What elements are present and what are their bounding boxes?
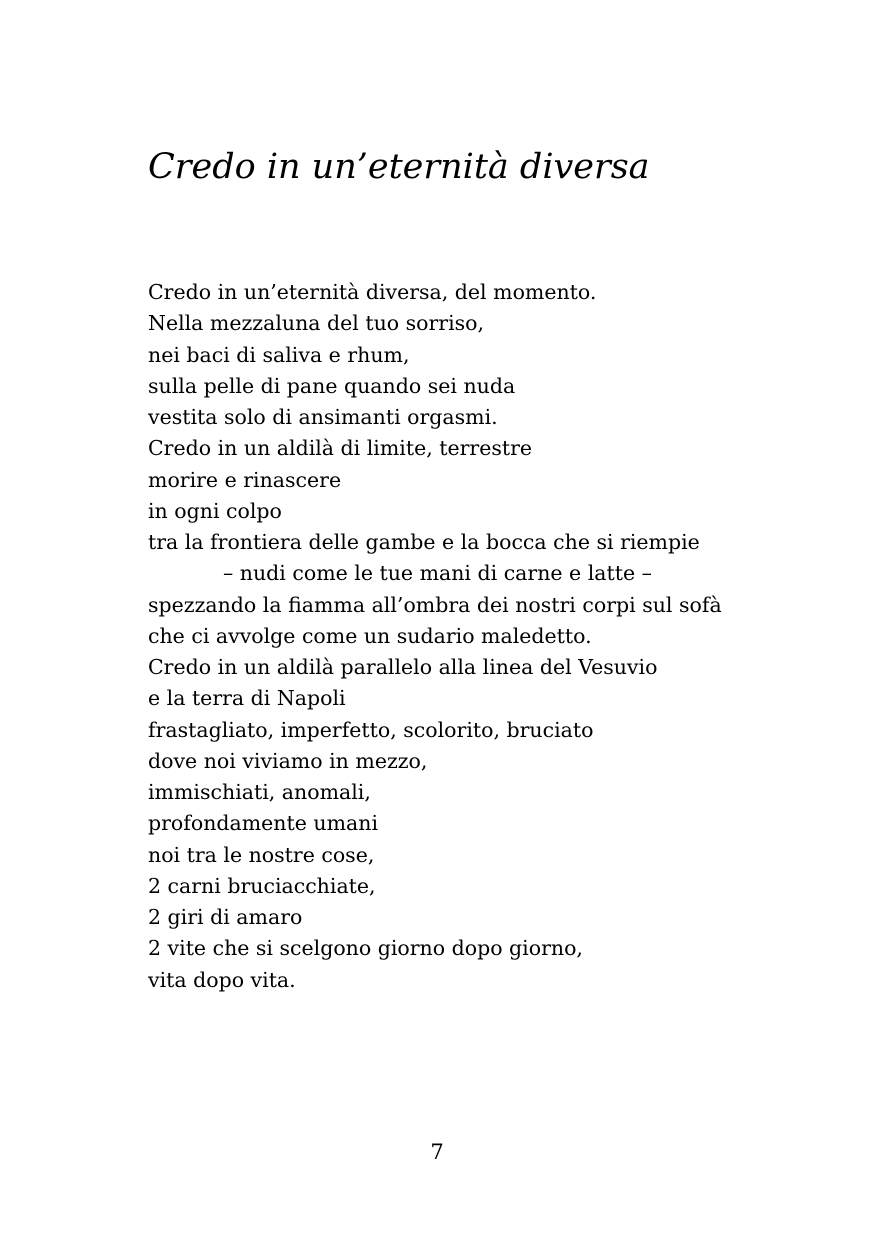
- poem-line: tra la frontiera delle gambe e la bocca che si riempie: [148, 530, 700, 554]
- poem-line: nei baci di saliva e rhum,: [148, 342, 410, 367]
- poem-line: 2 giri di amaro: [148, 905, 303, 929]
- poem-line: profondamente umani: [148, 811, 379, 836]
- poem-line: dove noi viviamo in mezzo,: [148, 748, 428, 773]
- poem-line: in ogni colpo: [148, 498, 282, 523]
- poem-line: sulla pelle di pane quando sei nuda: [148, 373, 516, 398]
- poem-line: noi tra le nostre cose,: [148, 842, 375, 867]
- poem-line: morire e rinascere: [148, 467, 342, 492]
- poem-line: vestita solo di ansimanti orgasmi.: [148, 405, 498, 429]
- poem-line: 2 vite che si scelgono giorno dopo giorno,: [148, 936, 583, 961]
- page-number: 7: [430, 1140, 444, 1164]
- poem-line: e la terra di Napoli: [148, 686, 346, 711]
- poem-line: 2 carni bruciacchiate,: [148, 873, 376, 898]
- poem-line: che ci avvolge come un sudario maledetto.: [148, 623, 592, 648]
- poem-line: frastagliato, imperfetto, scolorito, bruciato: [148, 717, 594, 742]
- poem-line-indented: – nudi come le tue mani di carne e latte –: [223, 561, 652, 586]
- poem-line: vita dopo vita.: [148, 967, 296, 992]
- poem-line: Credo in un aldilà parallelo alla linea del Vesuvio: [148, 655, 658, 679]
- poem-line: Credo in un’eternità diversa, del momento.: [148, 280, 597, 304]
- poem-title: Credo in un’eternità diversa: [148, 147, 650, 187]
- poem-line: Nella mezzaluna del tuo sorriso,: [148, 311, 485, 336]
- poem-line: immischiati, anomali,: [148, 780, 371, 804]
- poem-line: Credo in un aldilà di limite, terrestre: [148, 436, 533, 461]
- poem-line: spezzando la fiamma all’ombra dei nostri corpi sul sofà: [148, 592, 722, 617]
- poem-body: [148, 277, 722, 996]
